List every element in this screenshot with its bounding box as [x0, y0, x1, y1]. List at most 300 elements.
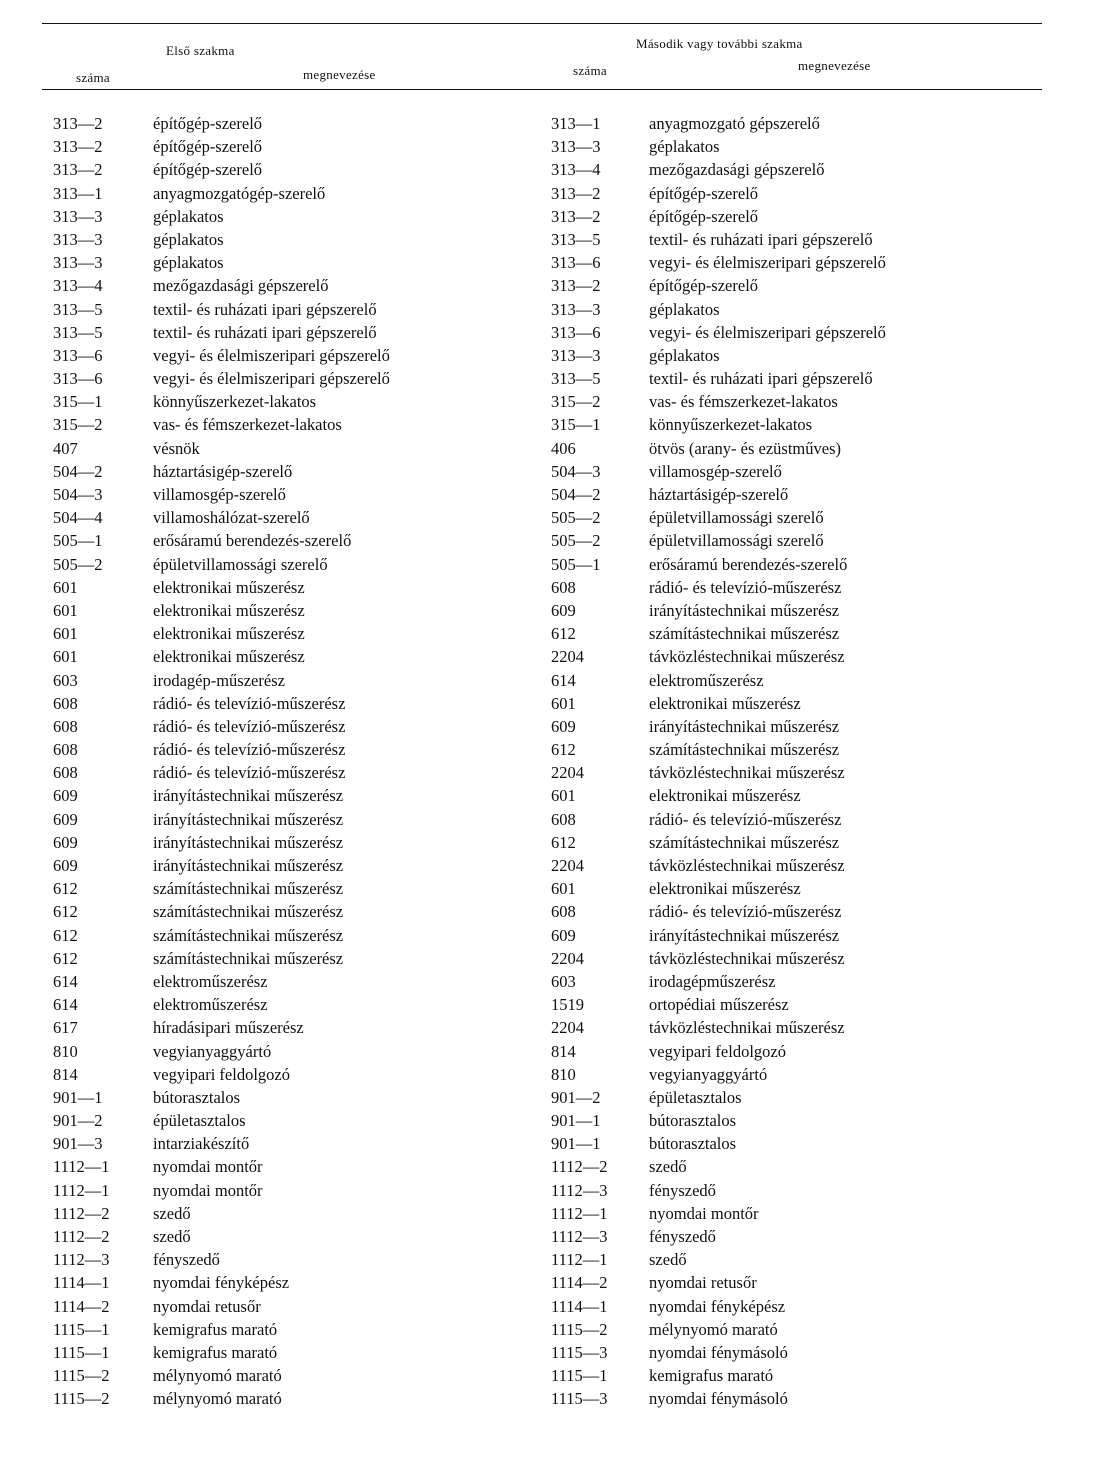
first-trade-row	[53, 413, 553, 436]
trade-name: rádió- és televízió-műszerész	[649, 902, 842, 922]
trade-name: irányítástechnikai műszerész	[153, 809, 344, 829]
second-trade-row	[551, 599, 1051, 622]
second-trade-row	[551, 831, 1051, 854]
trade-number: 609	[53, 786, 78, 806]
first-trade-row	[53, 1248, 553, 1271]
trade-number: 1115—1	[53, 1319, 110, 1339]
trade-number: 1115—3	[551, 1342, 608, 1362]
trade-number: 612	[53, 902, 78, 922]
trade-number: 313—2	[53, 137, 103, 157]
trade-number: 612	[551, 624, 576, 644]
second-trade-row	[551, 645, 1051, 668]
second-trade-row	[551, 1248, 1051, 1271]
trade-number: 1112—3	[53, 1250, 110, 1270]
first-trade-row	[53, 1387, 553, 1410]
trade-name: géplakatos	[153, 206, 224, 226]
trade-number: 608	[53, 740, 78, 760]
first-trade-row	[53, 1202, 553, 1225]
trade-number: 609	[53, 809, 78, 829]
trade-number: 504—4	[53, 508, 103, 528]
trade-number: 601	[551, 693, 576, 713]
second-trade-row	[551, 298, 1051, 321]
trade-number: 505—1	[551, 554, 601, 574]
trade-number: 609	[551, 925, 576, 945]
trade-name: távközléstechnikai műszerész	[649, 1018, 845, 1038]
trade-number: 612	[551, 832, 576, 852]
trade-number: 1114—1	[551, 1296, 608, 1316]
trade-name: kemigrafus marató	[153, 1319, 278, 1339]
trade-number: 1115—3	[551, 1389, 608, 1409]
trade-number: 608	[551, 577, 576, 597]
trade-number: 601	[551, 786, 576, 806]
second-trade-row	[551, 808, 1051, 831]
trade-name: bútorasztalos	[153, 1087, 241, 1107]
second-trade-row	[551, 367, 1051, 390]
trade-name: nyomdai fénymásoló	[649, 1389, 788, 1409]
second-trade-row	[551, 970, 1051, 993]
trade-number: 2204	[551, 1018, 584, 1038]
first-trade-row	[53, 993, 553, 1016]
second-trade-row	[551, 112, 1051, 135]
trade-number: 313—3	[53, 206, 103, 226]
first-trade-row	[53, 1086, 553, 1109]
first-trade-row	[53, 738, 553, 761]
trade-number: 1112—3	[551, 1227, 608, 1246]
trade-name: elektroműszerész	[649, 670, 764, 690]
trade-name: nyomdai montőr	[153, 1180, 263, 1200]
second-trade-row	[551, 692, 1051, 715]
trade-number: 1114—2	[53, 1296, 110, 1316]
trade-number: 313—6	[53, 345, 103, 365]
first-trade-row	[53, 1341, 553, 1364]
first-trade-row	[53, 1109, 553, 1132]
trade-number: 901—1	[551, 1111, 601, 1131]
second-trade-row	[551, 321, 1051, 344]
first-trade-row	[53, 367, 553, 390]
trade-number: 313—2	[551, 183, 601, 203]
second-trade-row	[551, 274, 1051, 297]
trade-name: építőgép-szerelő	[153, 137, 263, 157]
first-group-header: Első szakma	[166, 43, 235, 58]
first-trade-row	[53, 274, 553, 297]
trade-number: 313—2	[551, 276, 601, 296]
trade-number: 901—1	[53, 1087, 103, 1107]
first-trade-row	[53, 529, 553, 552]
trade-number: 612	[53, 925, 78, 945]
trade-number: 313—1	[53, 183, 103, 203]
trade-name: géplakatos	[649, 299, 720, 319]
trade-name: szedő	[649, 1250, 687, 1270]
trade-name: kemigrafus marató	[153, 1342, 278, 1362]
trade-name: híradásipari műszerész	[153, 1018, 304, 1038]
trade-name: nyomdai fényképész	[649, 1296, 786, 1316]
trade-number: 901—1	[551, 1134, 601, 1154]
first-trade-row	[53, 715, 553, 738]
trade-name: számítástechnikai műszerész	[649, 832, 840, 852]
second-trade-row	[551, 947, 1051, 970]
second-trade-row	[551, 1387, 1051, 1410]
trade-number: 313—3	[551, 345, 601, 365]
second-trade-row	[551, 1155, 1051, 1178]
trade-number: 313—4	[551, 160, 601, 180]
second-group-header: Második vagy további szakma	[636, 36, 803, 51]
trade-number: 810	[551, 1064, 576, 1084]
trade-name: vésnök	[153, 438, 200, 458]
trade-number: 504—2	[551, 485, 601, 504]
first-trade-row	[53, 784, 553, 807]
trade-name: számítástechnikai műszerész	[153, 902, 344, 922]
trade-number: 313—5	[53, 322, 103, 342]
first-trade-row	[53, 599, 553, 622]
trade-name: fényszedő	[649, 1227, 716, 1246]
first-trade-row	[53, 877, 553, 900]
trade-name: távközléstechnikai műszerész	[649, 856, 845, 875]
trade-number: 608	[551, 902, 576, 922]
trade-name: villamoshálózat-szerelő	[153, 508, 310, 528]
first-trade-row	[53, 831, 553, 854]
trade-number: 601	[53, 600, 78, 620]
first-trade-row	[53, 692, 553, 715]
second-trade-row	[551, 993, 1051, 1016]
trade-name: fényszedő	[153, 1250, 220, 1270]
trade-name: elektroműszerész	[153, 995, 268, 1015]
trade-name: épületasztalos	[649, 1087, 742, 1107]
first-trade-row	[53, 344, 553, 367]
second-trade-row	[551, 1179, 1051, 1202]
first-trade-row	[53, 761, 553, 784]
trade-number: 407	[53, 438, 78, 458]
trade-name: vegyi- és élelmiszeripari gépszerelő	[153, 369, 390, 389]
trade-number: 313—2	[53, 114, 103, 133]
second-name-header: megnevezése	[798, 58, 871, 73]
trade-number: 1114—2	[551, 1273, 608, 1293]
trade-number: 1112—2	[53, 1203, 110, 1223]
trade-number: 609	[53, 856, 78, 875]
header-rule	[42, 89, 1042, 90]
second-trade-row	[551, 344, 1051, 367]
trade-number: 313—5	[551, 369, 601, 389]
trade-number: 1115—2	[53, 1366, 110, 1386]
first-number-header: száma	[76, 70, 110, 85]
trade-name: számítástechnikai műszerész	[649, 740, 840, 760]
first-trade-row	[53, 483, 553, 506]
trade-name: építőgép-szerelő	[153, 114, 263, 133]
first-trade-row	[53, 854, 553, 877]
trade-number: 608	[53, 693, 78, 713]
trade-number: 2204	[551, 948, 584, 968]
trade-number: 603	[53, 670, 78, 690]
first-trade-row	[53, 228, 553, 251]
trade-name: háztartásigép-szerelő	[153, 461, 293, 481]
second-trade-row	[551, 1109, 1051, 1132]
trade-name: villamosgép-szerelő	[649, 461, 782, 481]
trade-number: 313—3	[53, 253, 103, 273]
trade-name: rádió- és televízió-műszerész	[153, 716, 346, 736]
trade-name: szedő	[649, 1157, 687, 1177]
trade-name: elektronikai műszerész	[649, 693, 801, 713]
trade-name: textil- és ruházati ipari gépszerelő	[153, 322, 377, 342]
second-trade-row	[551, 900, 1051, 923]
first-trade-row	[53, 1295, 553, 1318]
trade-number: 406	[551, 438, 576, 458]
trade-name: elektronikai műszerész	[649, 786, 801, 806]
second-trade-row	[551, 877, 1051, 900]
trade-number: 901—3	[53, 1134, 103, 1154]
second-trade-row	[551, 576, 1051, 599]
trade-name: ortopédiai műszerész	[649, 995, 789, 1015]
trade-name: távközléstechnikai műszerész	[649, 647, 845, 667]
trade-number: 612	[551, 740, 576, 760]
trade-name: irányítástechnikai műszerész	[649, 600, 840, 620]
first-trade-row	[53, 1132, 553, 1155]
trade-name: építőgép-szerelő	[153, 160, 263, 180]
trade-name: rádió- és televízió-műszerész	[153, 740, 346, 760]
trade-number: 617	[53, 1018, 78, 1038]
trade-number: 601	[53, 647, 78, 667]
trade-number: 313—6	[53, 369, 103, 389]
trade-number: 313—1	[551, 114, 601, 133]
trade-name: nyomdai montőr	[153, 1157, 263, 1177]
trade-number: 901—2	[551, 1087, 601, 1107]
trade-number: 1115—1	[551, 1366, 608, 1386]
first-trade-row	[53, 390, 553, 413]
trade-number: 614	[53, 995, 78, 1015]
trade-name: vegyi- és élelmiszeripari gépszerelő	[649, 322, 886, 342]
top-rule	[42, 23, 1042, 24]
trade-name: számítástechnikai műszerész	[153, 948, 344, 968]
trade-number: 315—2	[551, 392, 601, 412]
trade-name: géplakatos	[649, 137, 720, 157]
first-trade-row	[53, 1063, 553, 1086]
trade-name: építőgép-szerelő	[649, 183, 759, 203]
trade-number: 614	[551, 670, 576, 690]
trade-name: nyomdai montőr	[649, 1203, 759, 1223]
second-trade-row	[551, 1225, 1051, 1248]
trade-number: 313—2	[551, 206, 601, 226]
first-trade-row	[53, 1225, 553, 1248]
trade-number: 504—3	[551, 461, 601, 481]
first-trade-row	[53, 1318, 553, 1341]
first-trade-row	[53, 808, 553, 831]
trade-number: 614	[53, 971, 78, 991]
first-trade-row	[53, 576, 553, 599]
second-number-header: száma	[573, 63, 607, 78]
first-trade-row	[53, 460, 553, 483]
second-trade-row	[551, 251, 1051, 274]
second-trade-row	[551, 1016, 1051, 1039]
first-trade-row	[53, 645, 553, 668]
trade-number: 601	[53, 624, 78, 644]
trade-name: nyomdai fényképész	[153, 1273, 290, 1293]
trade-name: rádió- és televízió-műszerész	[153, 763, 346, 783]
second-trade-row	[551, 460, 1051, 483]
trade-name: irányítástechnikai műszerész	[649, 716, 840, 736]
second-trade-row	[551, 761, 1051, 784]
first-trade-row	[53, 622, 553, 645]
trade-name: irányítástechnikai műszerész	[153, 786, 344, 806]
trade-number: 505—1	[53, 531, 103, 551]
second-trade-row	[551, 205, 1051, 228]
second-trade-row	[551, 1040, 1051, 1063]
trade-name: elektronikai műszerész	[153, 647, 305, 667]
trade-name: vegyianyaggyártó	[649, 1064, 768, 1084]
trade-number: 1519	[551, 995, 584, 1015]
trade-name: textil- és ruházati ipari gépszerelő	[649, 369, 873, 389]
second-trade-row	[551, 529, 1051, 552]
trade-name: távközléstechnikai műszerész	[649, 763, 845, 783]
second-trade-row	[551, 158, 1051, 181]
trade-name: elektroműszerész	[153, 971, 268, 991]
trade-name: elektronikai műszerész	[153, 577, 305, 597]
first-trade-row	[53, 158, 553, 181]
trade-name: irányítástechnikai műszerész	[153, 856, 344, 875]
trade-name: bútorasztalos	[649, 1134, 737, 1154]
trade-name: kemigrafus marató	[649, 1366, 774, 1386]
trade-name: számítástechnikai műszerész	[153, 879, 344, 899]
trade-name: rádió- és televízió-műszerész	[649, 577, 842, 597]
trade-number: 608	[551, 809, 576, 829]
trade-name: vegyi- és élelmiszeripari gépszerelő	[153, 345, 390, 365]
second-trade-row	[551, 506, 1051, 529]
trade-number: 1112—1	[53, 1157, 110, 1177]
trade-number: 609	[53, 832, 78, 852]
trade-name: vegyi- és élelmiszeripari gépszerelő	[649, 253, 886, 273]
trade-number: 1114—1	[53, 1273, 110, 1293]
first-trade-row	[53, 1155, 553, 1178]
trade-name: építőgép-szerelő	[649, 206, 759, 226]
trade-name: nyomdai retusőr	[153, 1296, 261, 1316]
trade-name: erősáramú berendezés-szerelő	[153, 531, 352, 551]
trade-number: 315—1	[551, 415, 601, 435]
second-trade-row	[551, 715, 1051, 738]
first-trade-row	[53, 506, 553, 529]
trade-name: épületvillamossági szerelő	[649, 508, 824, 528]
second-trade-row	[551, 1295, 1051, 1318]
trade-name: épületvillamossági szerelő	[153, 554, 328, 574]
trade-number: 612	[53, 879, 78, 899]
trade-number: 608	[53, 763, 78, 783]
trade-number: 601	[53, 577, 78, 597]
second-trade-row	[551, 1132, 1051, 1155]
trade-name: nyomdai fénymásoló	[649, 1342, 788, 1362]
trade-name: mélynyomó marató	[153, 1366, 282, 1386]
trade-name: irányítástechnikai műszerész	[153, 832, 344, 852]
trade-number: 609	[551, 600, 576, 620]
trade-number: 2204	[551, 763, 584, 783]
second-trade-row	[551, 1063, 1051, 1086]
trade-name: villamosgép-szerelő	[153, 485, 286, 504]
first-name-header: megnevezése	[303, 67, 376, 82]
trade-name: vegyipari feldolgozó	[649, 1041, 786, 1061]
first-trade-row	[53, 947, 553, 970]
trade-name: irányítástechnikai műszerész	[649, 925, 840, 945]
trade-name: intarziakészítő	[153, 1134, 250, 1154]
trade-name: irodagép-műszerész	[153, 670, 285, 690]
trade-name: géplakatos	[153, 253, 224, 273]
first-trade-row	[53, 251, 553, 274]
first-trade-row	[53, 205, 553, 228]
first-trade-row	[53, 1364, 553, 1387]
trade-number: 315—1	[53, 392, 103, 412]
second-trade-row	[551, 738, 1051, 761]
first-trade-row	[53, 437, 553, 460]
first-trade-row	[53, 669, 553, 692]
trade-name: mezőgazdasági gépszerelő	[153, 276, 329, 296]
trade-name: távközléstechnikai műszerész	[649, 948, 845, 968]
trade-name: mezőgazdasági gépszerelő	[649, 160, 825, 180]
trade-name: vegyipari feldolgozó	[153, 1064, 290, 1084]
trade-number: 504—2	[53, 461, 103, 481]
second-trade-row	[551, 854, 1051, 877]
trade-name: bútorasztalos	[649, 1111, 737, 1131]
trade-number: 609	[551, 716, 576, 736]
second-trade-row	[551, 669, 1051, 692]
trade-number: 612	[53, 948, 78, 968]
trade-name: könnyűszerkezet-lakatos	[649, 415, 813, 435]
trade-number: 505—2	[551, 531, 601, 551]
trade-number: 814	[551, 1041, 576, 1061]
second-trade-row	[551, 135, 1051, 158]
trade-name: vas- és fémszerkezet-lakatos	[649, 392, 838, 412]
trade-number: 313—2	[53, 160, 103, 180]
second-trade-row	[551, 228, 1051, 251]
trade-name: textil- és ruházati ipari gépszerelő	[649, 229, 873, 249]
trade-name: anyagmozgató gépszerelő	[649, 114, 820, 133]
first-trade-row	[53, 182, 553, 205]
trade-name: mélynyomó marató	[649, 1319, 778, 1339]
trade-number: 313—5	[53, 299, 103, 319]
trade-number: 505—2	[53, 554, 103, 574]
first-trade-row	[53, 1016, 553, 1039]
trade-name: irodagépműszerész	[649, 971, 776, 991]
trade-number: 608	[53, 716, 78, 736]
trade-name: elektronikai műszerész	[153, 624, 305, 644]
trade-number: 313—3	[551, 137, 601, 157]
trade-number: 1115—2	[551, 1319, 608, 1339]
trade-number: 2204	[551, 856, 584, 875]
trade-name: szedő	[153, 1227, 191, 1246]
trade-name: rádió- és televízió-műszerész	[649, 809, 842, 829]
second-trade-row	[551, 437, 1051, 460]
trade-name: vegyianyaggyártó	[153, 1041, 272, 1061]
first-trade-row	[53, 112, 553, 135]
trade-name: textil- és ruházati ipari gépszerelő	[153, 299, 377, 319]
trade-name: anyagmozgatógép-szerelő	[153, 183, 326, 203]
trade-name: géplakatos	[153, 229, 224, 249]
trade-name: géplakatos	[649, 345, 720, 365]
trade-number: 603	[551, 971, 576, 991]
first-trade-row	[53, 970, 553, 993]
first-trade-row	[53, 298, 553, 321]
second-trade-row	[551, 1271, 1051, 1294]
second-trade-row	[551, 1318, 1051, 1341]
trade-number: 1112—2	[53, 1227, 110, 1246]
trade-name: szedő	[153, 1203, 191, 1223]
second-trade-row	[551, 483, 1051, 506]
second-trade-row	[551, 553, 1051, 576]
trade-name: épületasztalos	[153, 1111, 246, 1131]
first-trade-row	[53, 321, 553, 344]
trade-number: 814	[53, 1064, 78, 1084]
second-trade-row	[551, 182, 1051, 205]
trade-number: 901—2	[53, 1111, 103, 1131]
trade-number: 1112—1	[551, 1203, 608, 1223]
trade-number: 1112—2	[551, 1157, 608, 1177]
trade-name: elektronikai műszerész	[153, 600, 305, 620]
second-trade-row	[551, 1364, 1051, 1387]
second-trade-row	[551, 924, 1051, 947]
trade-name: építőgép-szerelő	[649, 276, 759, 296]
